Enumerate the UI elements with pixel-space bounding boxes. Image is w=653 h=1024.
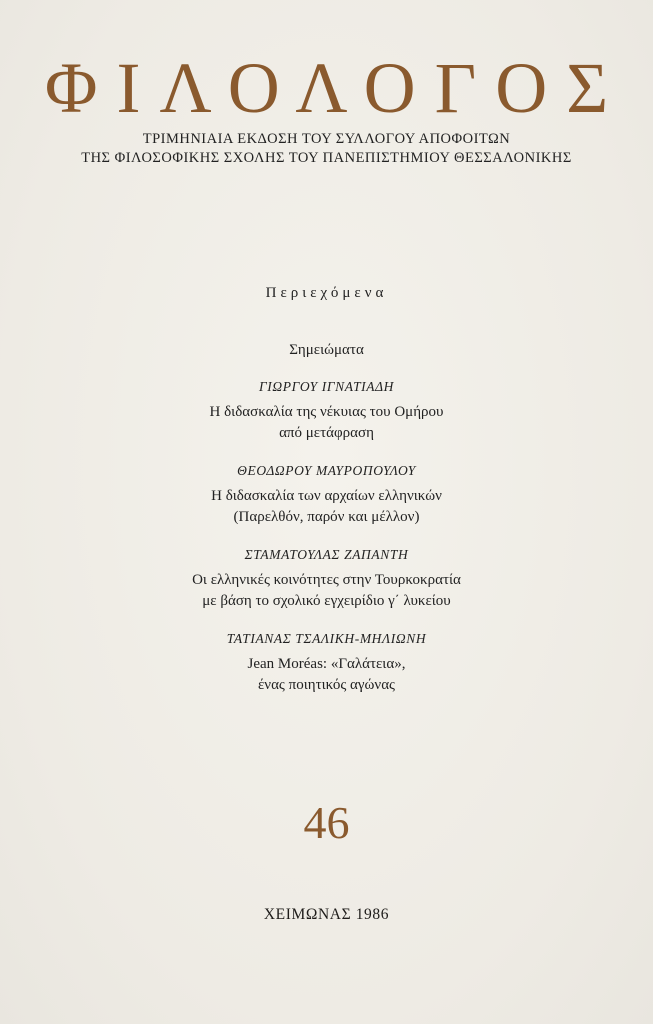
entry-author: ΤΑΤΙΑΝΑΣ ΤΣΑΛΙΚΗ-ΜΗΛΙΩΝΗ — [226, 631, 427, 646]
toc-entry — [0, 630, 653, 696]
entry-title-line: Οι ελληνικές κοινότητες στην Τουρκοκρατία — [192, 572, 461, 588]
subtitle-line-1: ΤΡΙΜΗΝΙΑΙΑ ΕΚΔΟΣΗ ΤΟΥ ΣΥΛΛΟΓΟΥ ΑΠΟΦΟΙΤΩΝ — [142, 131, 511, 147]
entry-title-line: ένας ποιητικός αγώνας — [257, 677, 395, 693]
entry-title-line: με βάση το σχολικό εγχειρίδιο γ΄ λυκείου — [202, 593, 451, 609]
entry-title-line: από μετάφραση — [279, 425, 374, 441]
section-label: Σημειώματα — [289, 342, 364, 358]
entry-author: ΣΤΑΜΑΤΟΥΛΑΣ ΖΑΠΑΝΤΗ — [244, 547, 409, 562]
entry-author: ΘΕΟΔΩΡΟΥ ΜΑΥΡΟΠΟΥΛΟΥ — [237, 463, 416, 478]
entry-title-line: Η διδασκαλία των αρχαίων ελληνικών — [211, 488, 442, 504]
toc-heading: Περιεχόμενα — [265, 285, 388, 301]
entry-title-line: Η διδασκαλία της νέκυιας του Ομήρου — [209, 404, 444, 420]
entry-title-line: (Παρελθόν, παρόν και μέλλον) — [233, 509, 420, 525]
journal-title: ΦΙΛΟΛΟΓΟΣ — [44, 48, 628, 128]
table-of-contents — [0, 283, 653, 696]
masthead — [0, 48, 653, 168]
entry-author: ΓΙΩΡΓΟΥ ΙΓΝΑΤΙΑΔΗ — [259, 379, 394, 394]
issue-season-year: ΧΕΙΜΩΝΑΣ 1986 — [263, 906, 390, 923]
issue-number: 46 — [303, 797, 350, 848]
toc-entry — [0, 378, 653, 444]
entry-title-line: Jean Moréas: «Γαλάτεια», — [247, 656, 406, 672]
subtitle-line-2: ΤΗΣ ΦΙΛΟΣΟΦΙΚΗΣ ΣΧΟΛΗΣ ΤΟΥ ΠΑΝΕΠΙΣΤΗΜΙΟΥ ΘΕΣΣΑΛΟΝΙΚΗΣ — [81, 150, 572, 166]
toc-entry — [0, 546, 653, 612]
toc-entry — [0, 462, 653, 528]
